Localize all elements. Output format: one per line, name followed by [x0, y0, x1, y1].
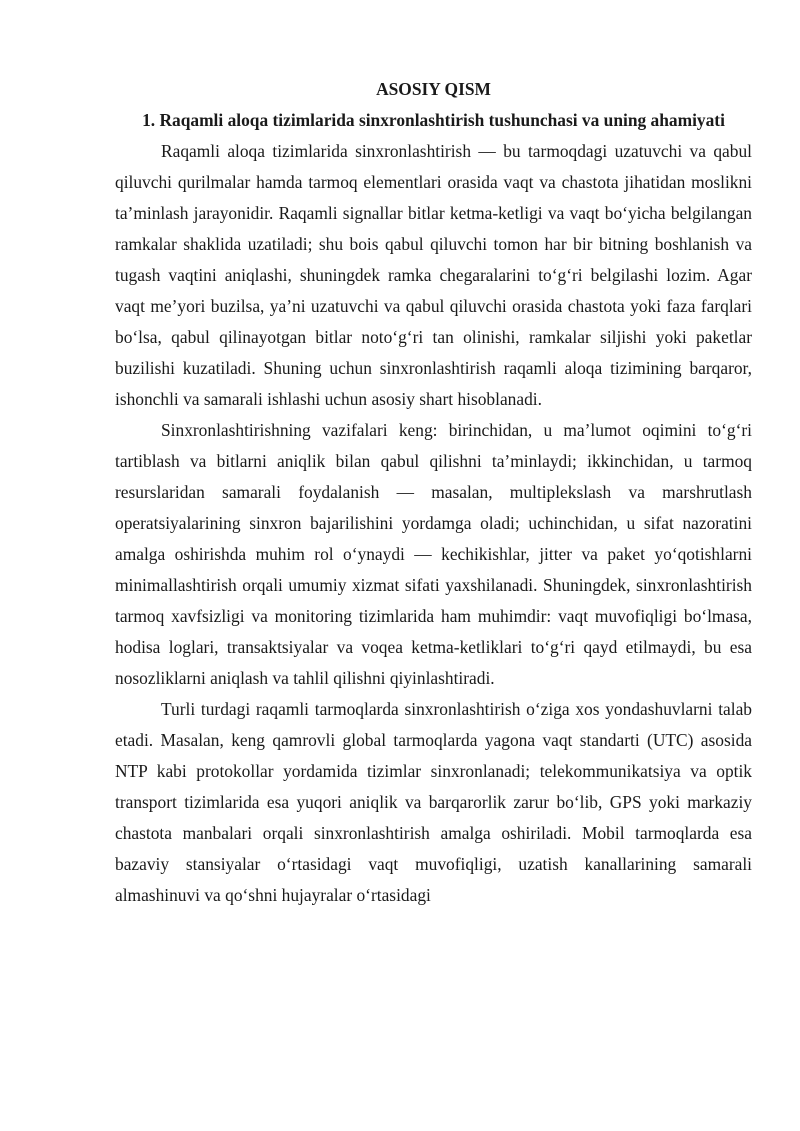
section-title: ASOSIY QISM: [376, 79, 491, 99]
paragraph-2: Sinxronlashtirishning vazifalari keng: birinchidan, u ma’lumot oqimini to‘g‘ri tartiblash va bitlarni aniqlik bilan qabul qilishni ta’minlaydi; ikkinchidan, u tarmoq resurslaridan samarali foydalanish — masalan, multiplekslash va marshrutlash operatsiyalarining sinxron bajarilishini yordamga oladi; uchinchidan, u sifat nazoratini amalga oshirishda muhim rol o‘ynaydi — kechikishlar, jitter va paket yo‘qotishlarni minimallashtirish orqali umumiy xizmat sifati yaxshilanadi. Shuningdek, sinxronlashtirish tarmoq xavfsizligi va monitoring tizimlarida ham muhimdir: vaqt muvofiqligi bo‘lmasa, hodisa loglari, transaktsiyalar va voqea ketma-ketliklari to‘g‘ri qayd etilmaydi, bu esa nosozliklarni aniqlash va tahlil qilishni qiyinlashtiradi.: [115, 420, 752, 688]
paragraph-1: Raqamli aloqa tizimlarida sinxronlashtirish — bu tarmoqdagi uzatuvchi va qabul qiluvchi qurilmalar hamda tarmoq elementlari orasida vaqt va chastota jihatidan moslikni ta’minlash jarayonidir. Raqamli signallar bitlar ketma-ketligi va vaqt bo‘yicha belgilangan ramkalar shaklida uzatiladi; shu bois qabul qiluvchi tomon har bir bitning boshlanish va tugash vaqtini aniqlashi, shuningdek ramka chegaralarini to‘g‘ri belgilashi lozim. Agar vaqt me’yori buzilsa, ya’ni uzatuvchi va qabul qiluvchi orasida chastota yoki faza farqlari bo‘lsa, qabul qilinayotgan bitlar noto‘g‘ri tan olinishi, ramkalar siljishi yoki paketlar buzilishi kuzatiladi. Shuning uchun sinxronlashtirish raqamli aloqa tizimining barqaror, ishonchli va samarali ishlashi uchun asosiy shart hisoblanadi.: [115, 141, 752, 409]
subsection-title: 1. Raqamli aloqa tizimlarida sinxronlashtirish tushunchasi va uning ahamiyati: [142, 110, 725, 130]
paragraph-3: Turli turdagi raqamli tarmoqlarda sinxronlashtirish o‘ziga xos yondashuvlarni talab etadi. Masalan, keng qamrovli global tarmoqlarda yagona vaqt standarti (UTC) asosida NTP kabi protokollar yordamida tizimlar sinxronlanadi; telekommunikatsiya va optik transport tizimlarida esa yuqori aniqlik va barqarorlik zarur bo‘lib, GPS yoki markaziy chastota manbalari orqali sinxronlashtirish amalga oshiriladi. Mobil tarmoqlarda esa bazaviy stansiyalar o‘rtasidagi vaqt muvofiqligi, uzatish kanallarining samarali almashinuvi va qo‘shni hujayralar o‘rtasidagi: [115, 699, 752, 905]
